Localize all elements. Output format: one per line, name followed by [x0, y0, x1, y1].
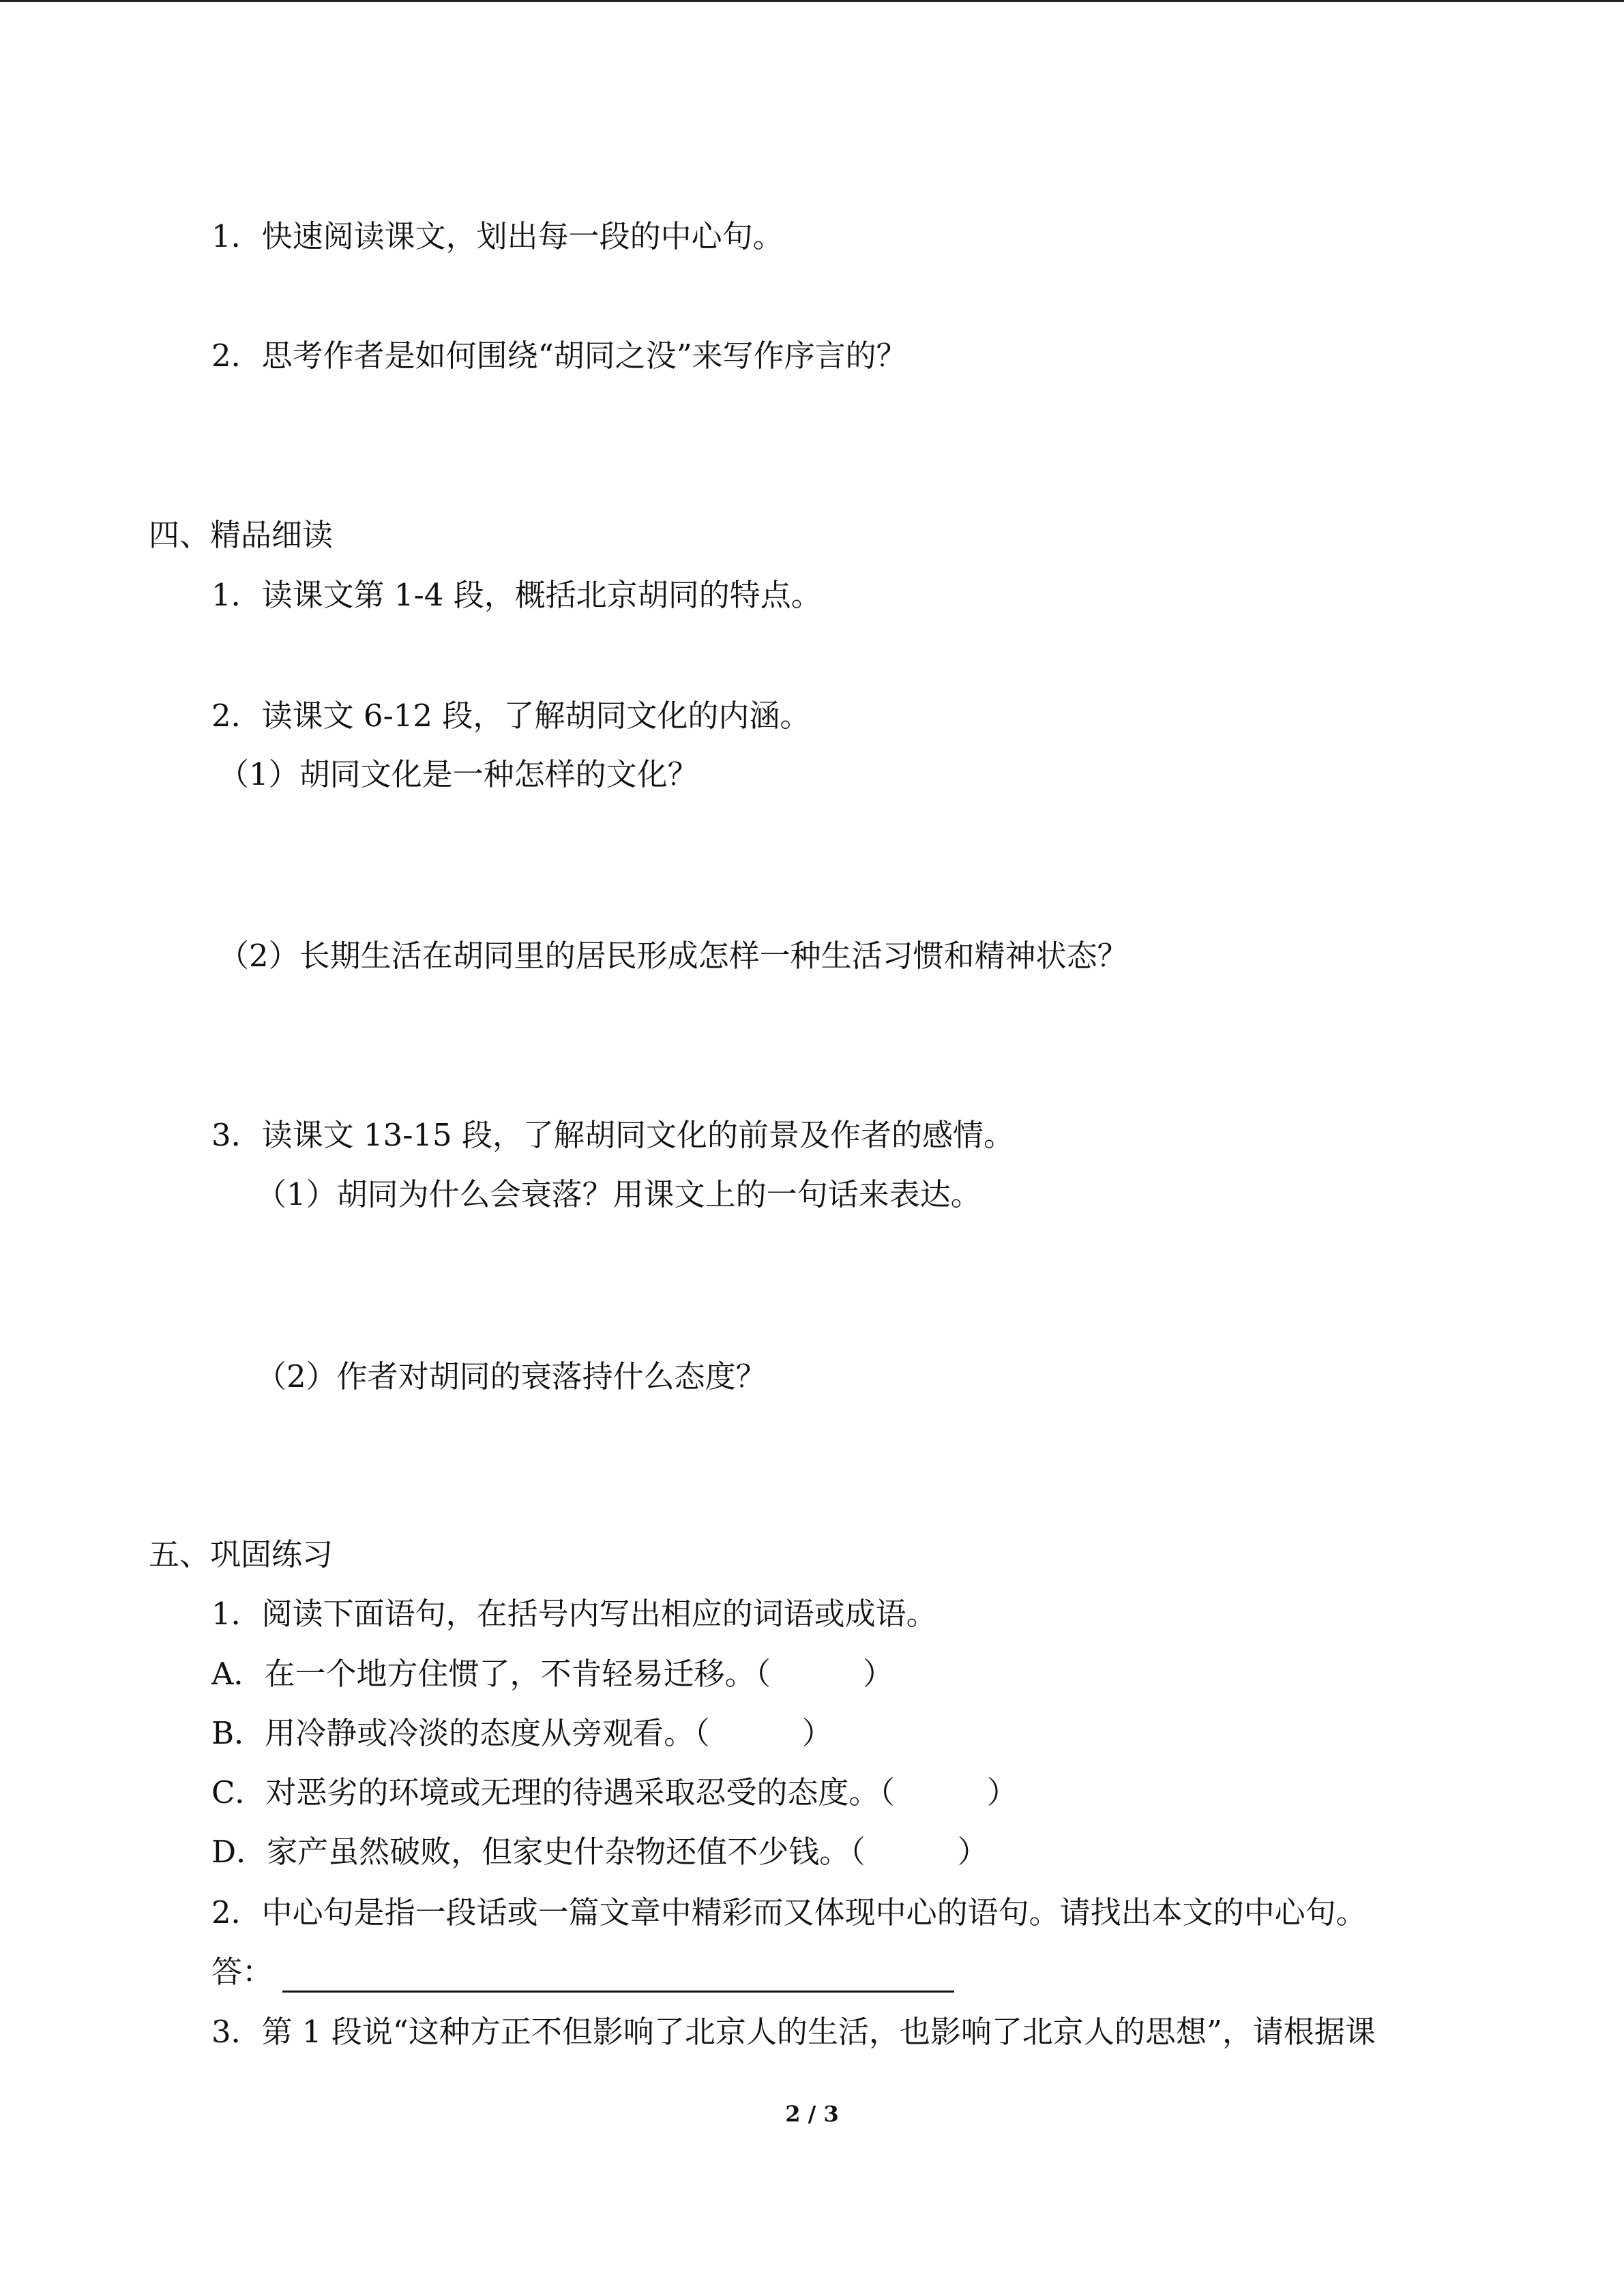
section-4-question-1: 1．读课文第 1-4 段，概括北京胡同的特点。 — [211, 577, 822, 613]
reading-task-1: 1．快速阅读课文，划出每一段的中心句。 — [211, 218, 784, 254]
top-border-rule — [0, 0, 1624, 2]
option-b: B．用冷静或冷淡的态度从旁观看。（ ） — [211, 1715, 833, 1751]
section-5-question-3: 3．第 1 段说“这种方正不但影响了北京人的生活，也影响了北京人的思想”，请根据课 — [211, 2014, 1376, 2050]
answer-label: 答： — [211, 1954, 274, 1990]
reading-task-2: 2．思考作者是如何围绕“胡同之没”来写作序言的？ — [211, 338, 907, 374]
section-4-question-2-sub-2: （2）长期生活在胡同里的居民形成怎样一种生活习惯和精神状态？ — [218, 938, 1128, 974]
page-number: 2 / 3 — [785, 2101, 839, 2127]
option-c: C．对恶劣的环境或无理的待遇采取忍受的态度。（ ） — [211, 1774, 1018, 1810]
section-4-question-2: 2．读课文 6-12 段，了解胡同文化的内涵。 — [211, 698, 811, 734]
section-5-question-2: 2．中心句是指一段话或一篇文章中精彩而又体现中心的语句。请找出本文的中心句。 — [211, 1894, 1367, 1930]
answer-line — [211, 1952, 954, 1993]
section-4-question-2-sub-1: （1）胡同文化是一种怎样的文化？ — [218, 756, 698, 792]
section-4-question-3: 3．读课文 13-15 段，了解胡同文化的前景及作者的感情。 — [211, 1117, 1014, 1153]
answer-blank — [282, 1960, 954, 1993]
section-4-question-3-sub-1: （1）胡同为什么会衰落？用课文上的一句话来表达。 — [256, 1176, 981, 1212]
option-a: A．在一个地方住惯了，不肯轻易迁移。（ ） — [211, 1656, 894, 1692]
section-5-question-1: 1．阅读下面语句，在括号内写出相应的词语或成语。 — [211, 1596, 937, 1632]
section-4-question-3-sub-2: （2）作者对胡同的衰落持什么态度？ — [256, 1358, 767, 1395]
section-5-heading: 五、巩固练习 — [149, 1536, 334, 1572]
section-4-heading: 四、精品细读 — [149, 517, 334, 553]
option-d: D．家产虽然破败，但家史什杂物还值不少钱。（ ） — [211, 1834, 988, 1870]
